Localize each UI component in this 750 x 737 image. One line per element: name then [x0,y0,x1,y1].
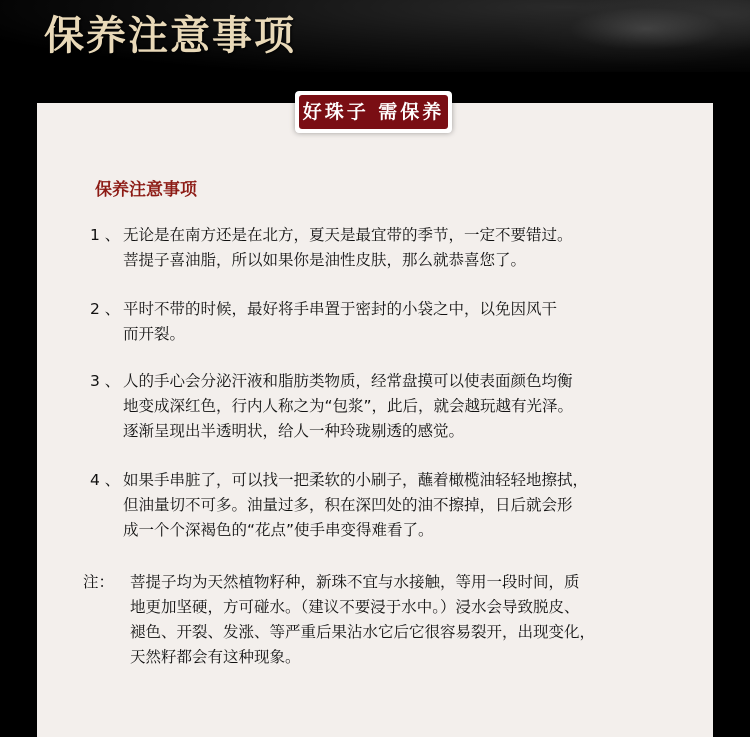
item-number: 4 、 [90,471,121,489]
list-item-note [83,570,683,670]
item-text [123,223,690,273]
item-line: 而开裂。 [123,325,186,343]
item-line: 地更加坚硬，方可碰水。（建议不要浸于水中。）浸水会导致脱皮、 [130,598,580,616]
item-text [130,570,683,670]
item-line: 逐渐呈现出半透明状，给人一种玲珑剔透的感觉。 [123,422,465,440]
badge-label: 好珠子 需保养 [299,95,448,129]
item-text [123,369,690,444]
item-number: 3 、 [90,372,121,390]
item-line: 褪色、开裂、发涨、等严重后果沾水它后它很容易裂开，出现变化， [130,623,596,641]
page-title: 保养注意事项 [44,12,296,59]
item-line: 无论是在南方还是在北方，夏天是最宜带的季节，一定不要错过。 [123,226,573,244]
list-item-3 [90,369,690,444]
item-line: 天然籽都会有这种现象。 [130,648,301,666]
item-line: 地变成深红色，行内人称之为“包浆”，此后，就会越玩越有光泽。 [123,397,574,415]
section-title: 保养注意事项 [95,180,197,200]
item-number: 1 、 [90,226,121,244]
note-label: 注： [83,573,115,591]
list-item-1 [90,223,690,273]
item-text [123,297,690,347]
header-decoration [490,0,750,72]
item-line: 如果手串脏了，可以找一把柔软的小刷子，蘸着橄榄油轻轻地擦拭， [123,471,589,489]
list-item-4 [90,468,690,543]
item-line: 菩提子均为天然植物籽种，新珠不宜与水接触，等用一段时间，质 [130,573,580,591]
item-line: 人的手心会分泌汗液和脂肪类物质，经常盘摸可以使表面颜色均衡 [123,372,573,390]
header-banner [0,0,750,72]
item-line: 但油量切不可多。油量过多，积在深凹处的油不擦掉，日后就会形 [123,496,573,514]
item-number: 2 、 [90,300,121,318]
maintenance-badge [295,91,452,133]
item-line: 平时不带的时候，最好将手串置于密封的小袋之中，以免因风干 [123,300,558,318]
item-line: 成一个个深褐色的“花点”使手串变得难看了。 [123,521,434,539]
list-item-2 [90,297,690,347]
item-text [123,468,690,543]
item-line: 菩提子喜油脂，所以如果你是油性皮肤，那么就恭喜您了。 [123,251,527,269]
